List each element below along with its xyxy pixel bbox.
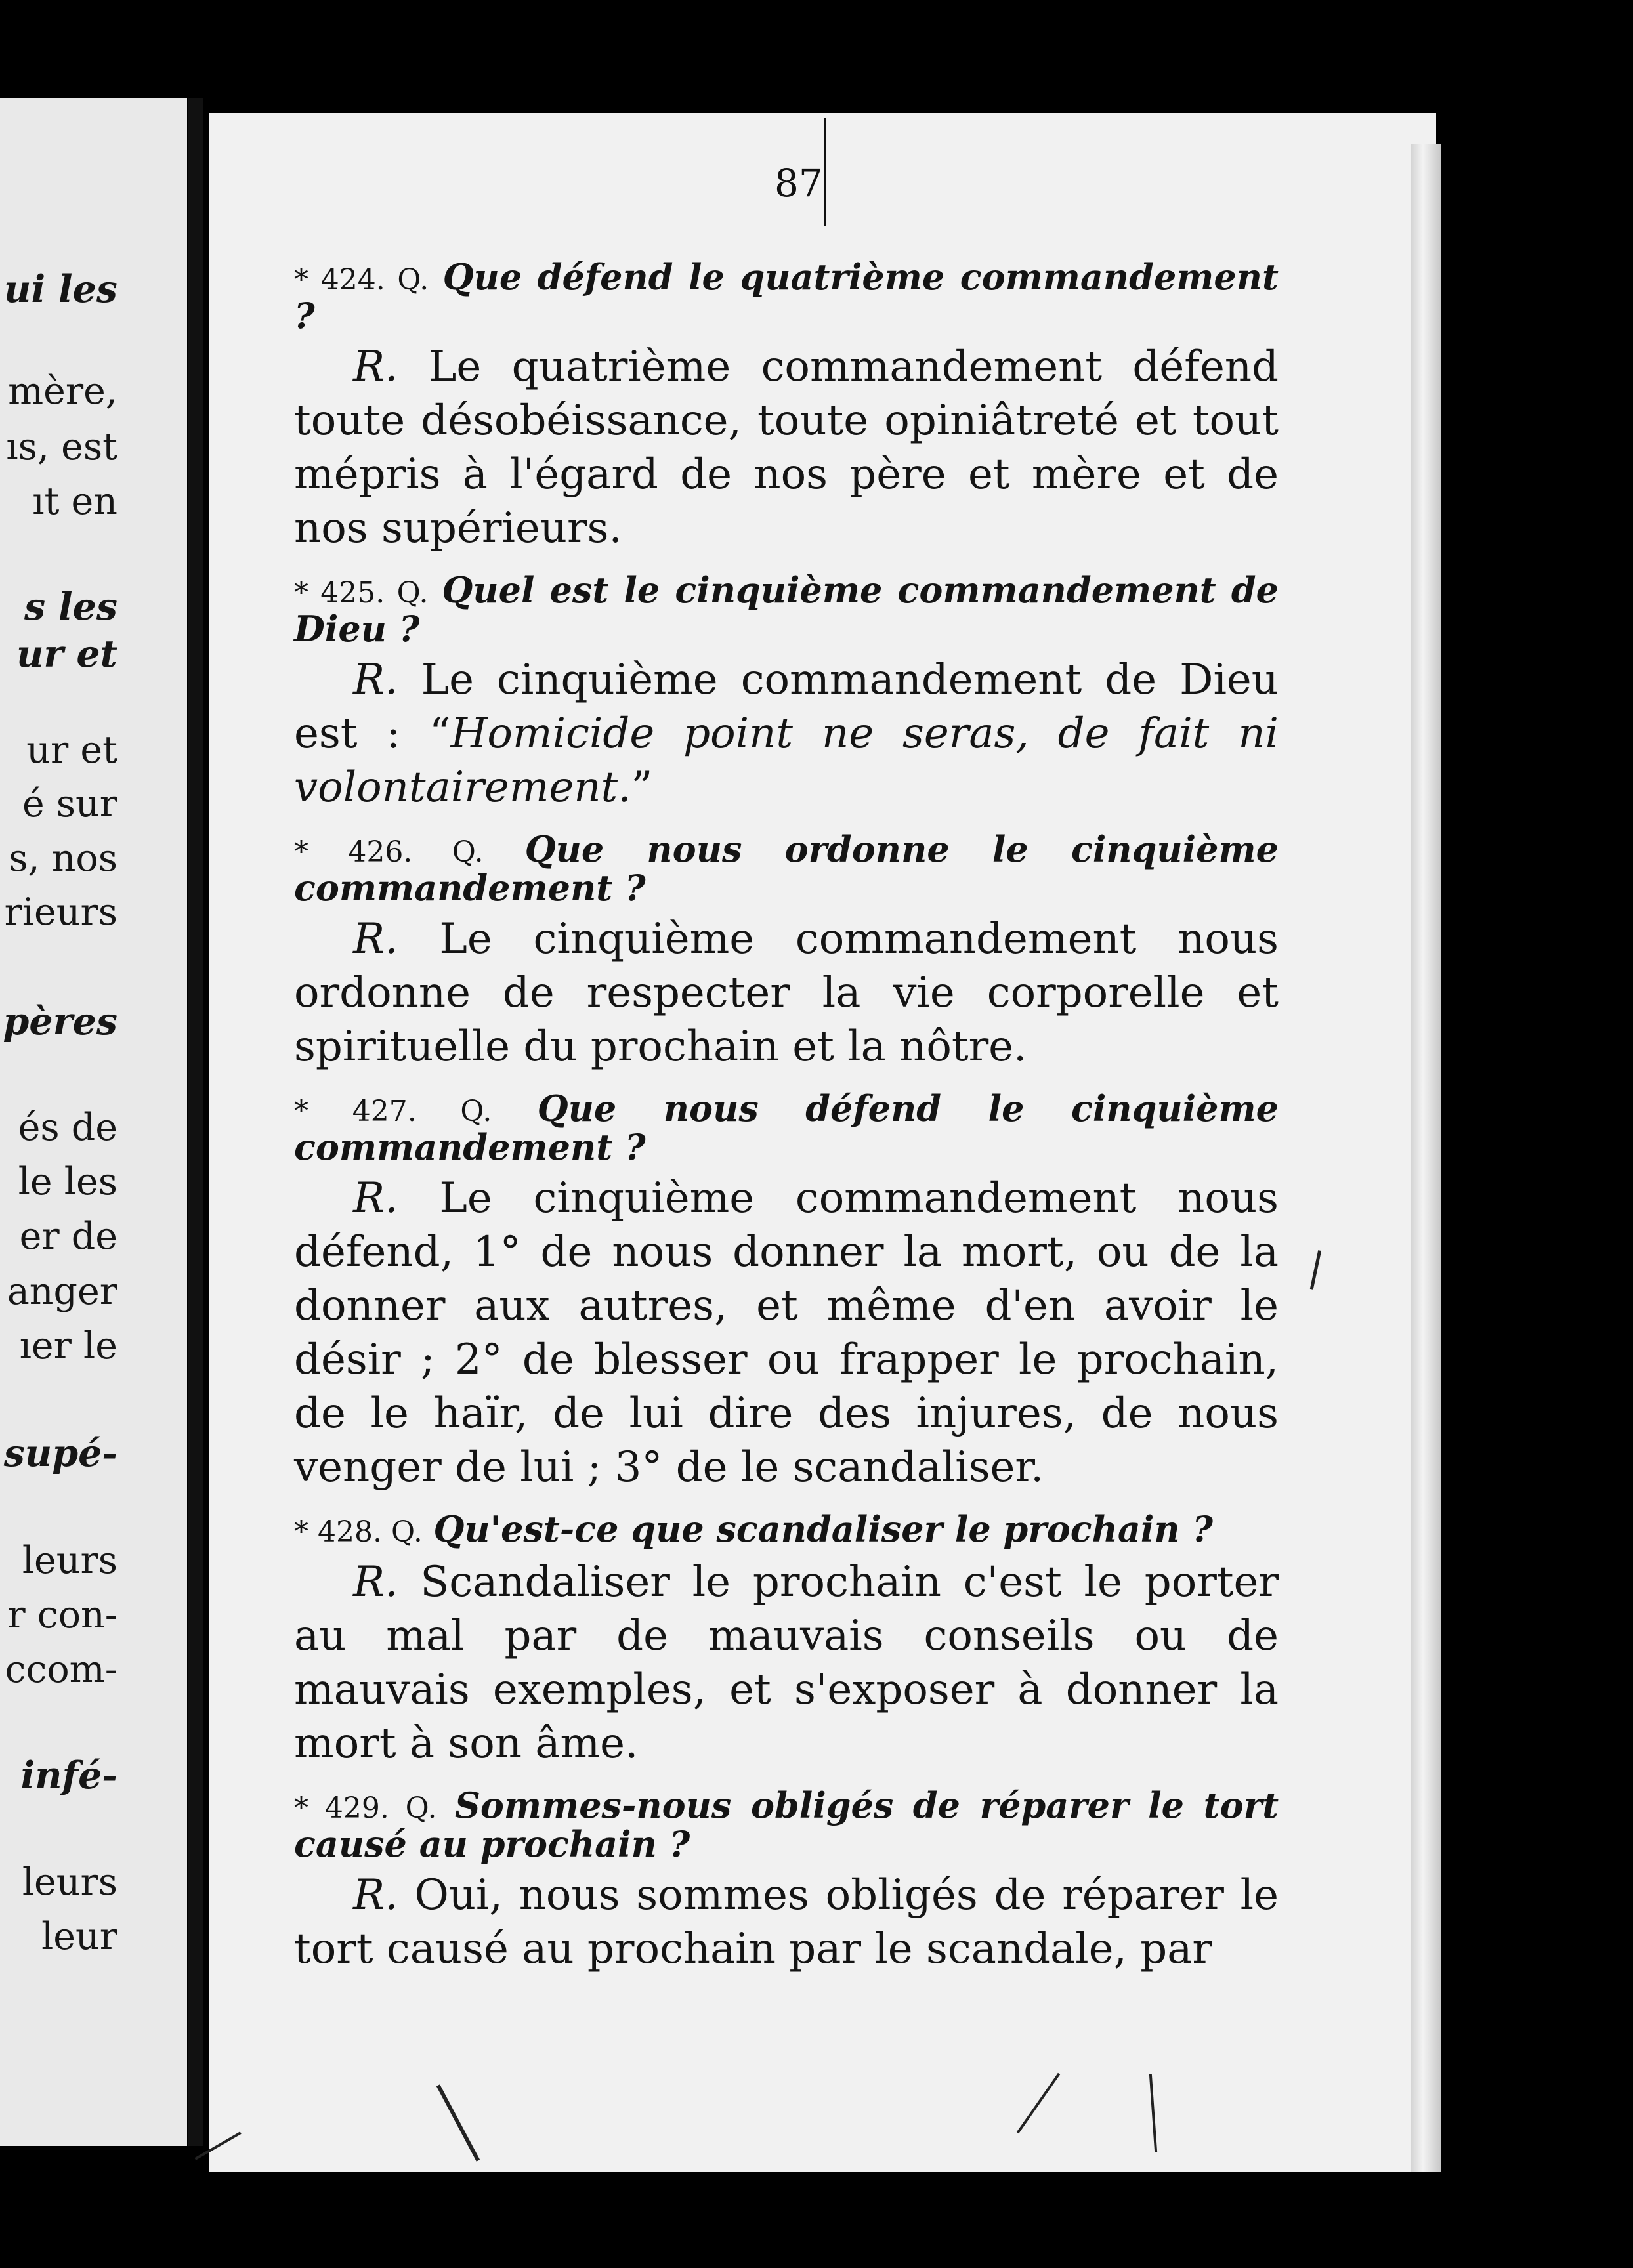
left-line: leurs — [22, 1539, 117, 1582]
page-edge — [1411, 144, 1441, 2172]
left-line: ıt en — [32, 480, 117, 523]
left-line: s les — [24, 585, 117, 629]
answer-424 — [294, 340, 1279, 555]
answer-428 — [294, 1555, 1279, 1771]
left-line: ıs, est — [6, 425, 117, 469]
left-page-fragment — [0, 98, 187, 2146]
page-number: 87 — [774, 161, 823, 205]
answer-text: Oui, nous sommes obligés de réparer le tort causé au prochain par le scandale, par — [294, 1871, 1279, 1973]
left-line: anger — [7, 1270, 117, 1313]
answer-text: Le cinquième commandement de Dieu est : “ — [294, 656, 1279, 758]
question-text: Que nous défend le cinquième commandement ? — [294, 1087, 1279, 1168]
left-line: pères — [3, 999, 117, 1043]
left-line: rieurs — [4, 891, 117, 934]
question-426 — [294, 828, 1279, 909]
answer-425 — [294, 653, 1279, 814]
left-line: supé- — [3, 1431, 117, 1475]
answer-text: Scandaliser le prochain c'est le porter au mal par de mauvais conseils ou de mauvais exemples, et s'exposer à donner la mort à son âme. — [294, 1558, 1279, 1768]
answer-427 — [294, 1171, 1279, 1494]
answer-text: Le cinquième commandement nous défend, 1° de nous donner la mort, ou de la donner aux autres, et même d'en avoir le désir ; 2° de blesser ou frapper le prochain, de le haïr, de lui dire des injures, de nous venger de lui ; 3° de le scandaliser. — [294, 1174, 1279, 1492]
question-427 — [294, 1087, 1279, 1168]
question-text: Sommes-nous obligés de réparer le tort causé au prochain ? — [294, 1784, 1279, 1865]
left-line: er de — [19, 1215, 117, 1258]
left-line: és de — [18, 1106, 117, 1149]
question-text: Qu'est-ce que scandaliser le prochain ? — [433, 1508, 1214, 1550]
question-text: Que nous ordonne le cinquième commandement ? — [294, 828, 1279, 909]
left-line: ui les — [4, 267, 117, 311]
question-number: * 428. Q. — [294, 1515, 423, 1549]
answer-429 — [294, 1868, 1279, 1976]
left-line: leurs — [22, 1860, 117, 1904]
book-gutter — [188, 98, 203, 2146]
answer-marker: R. — [353, 1558, 398, 1606]
left-line: ıer le — [19, 1324, 117, 1368]
question-428 — [294, 1508, 1279, 1550]
answer-marker: R. — [353, 1174, 398, 1223]
pencil-mark — [824, 118, 826, 226]
left-line: infé- — [20, 1754, 117, 1797]
question-425 — [294, 569, 1279, 650]
page-body — [294, 256, 1279, 1993]
left-line: mère, — [8, 369, 117, 413]
question-text: Que défend le quatrième commandement ? — [294, 256, 1279, 337]
question-number: * 424. Q. — [294, 263, 429, 297]
question-number: * 426. Q. — [294, 835, 484, 869]
left-line: r con- — [7, 1593, 117, 1637]
left-line: leur — [41, 1915, 117, 1958]
answer-text: Le quatrième commandement défend toute désobéissance, toute opiniâtreté et tout mépris à l'égard de nos père et mère et de nos supérieurs. — [294, 343, 1279, 553]
left-line: ccom- — [5, 1648, 117, 1691]
question-text: Quel est le cinquième commandement de Dieu ? — [294, 569, 1279, 650]
answer-marker: R. — [353, 656, 398, 704]
answer-text: Le cinquième commandement nous ordonne de respecter la vie corporelle et spirituelle du prochain et la nôtre. — [294, 915, 1279, 1071]
answer-quote: Homicide point ne seras, de fait ni volontairement. — [294, 709, 1279, 812]
question-429 — [294, 1784, 1279, 1865]
question-424 — [294, 256, 1279, 337]
answer-marker: R. — [353, 915, 398, 963]
question-number: * 427. Q. — [294, 1095, 492, 1128]
left-line: ur et — [26, 728, 117, 772]
left-line: ur et — [16, 632, 117, 676]
left-line: le les — [18, 1160, 117, 1204]
answer-marker: R. — [353, 1871, 398, 1920]
answer-quote-close: ” — [631, 763, 653, 812]
answer-426 — [294, 912, 1279, 1074]
question-number: * 425. Q. — [294, 576, 429, 610]
left-line: é sur — [22, 782, 117, 826]
answer-marker: R. — [353, 343, 398, 391]
question-number: * 429. Q. — [294, 1792, 437, 1825]
left-line: s, nos — [9, 837, 117, 880]
